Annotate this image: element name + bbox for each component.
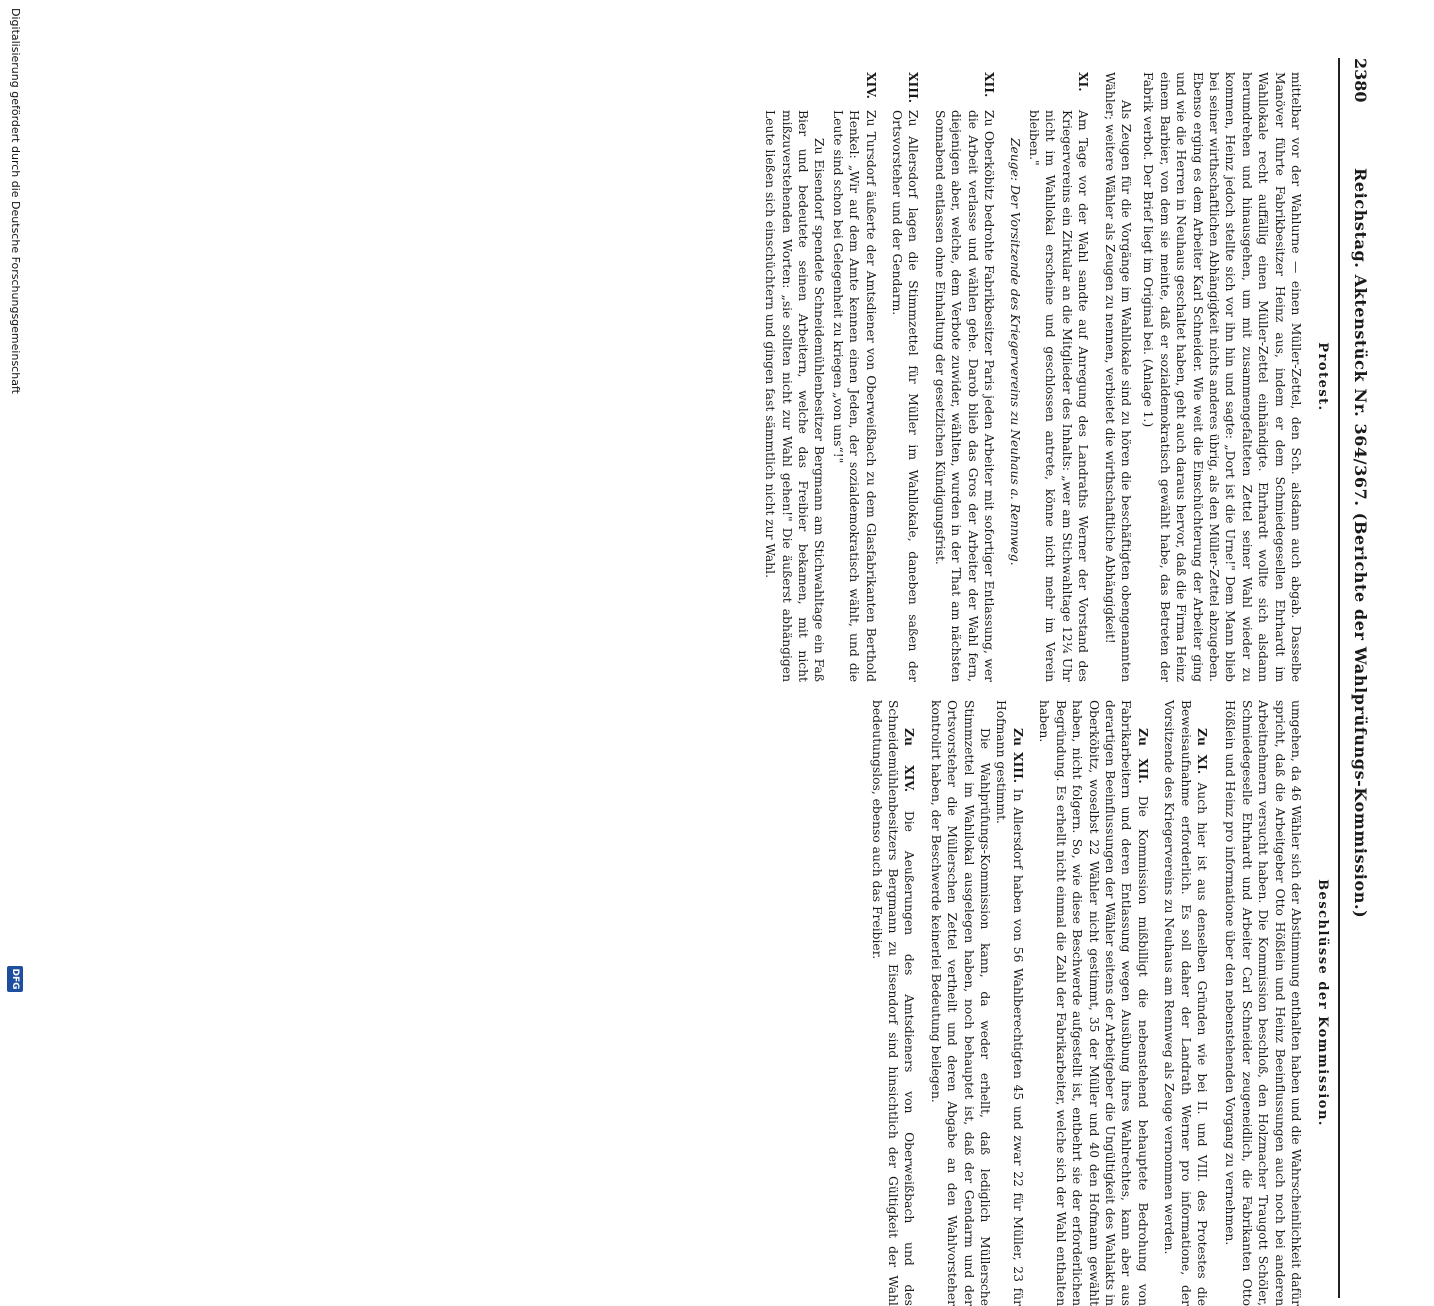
protest-item-xi [1007, 72, 1091, 682]
item-text: Zu Oberköbitz bedrohte Fabrikbesitzer Paris jeden Arbeiter mit sofortiger Entlassung, wer die Arbeit verlasse und wählen gehe. Darob blieb das Gros der Arbeiter der Wahl fern, diejenigen aber, welche, dem Verbote zuwider, wählten, wurden in der That am nächsten Sonnabend entlassen ohne Einhaltung der gesetzlichen Kündigungsfrist. [932, 110, 997, 682]
decision-label: Zu XIV. [902, 728, 918, 793]
protest-column [752, 72, 1304, 682]
page-number: 2380 [1351, 58, 1370, 103]
decision-xiii [927, 700, 1025, 1306]
decision-text: In Allersdorf haben von 56 Wahlberechtigten 45 und zwar 22 für Müller, 23 für Hofmann gestimmt. [994, 700, 1025, 1306]
item-continuation: Zu Eisendorf spendete Schneidemühlenbesitzer Bergmann am Stichwahltage ein Faß Bier und bedeutete seinen Arbeitern, welche das Freibier bekamen, mit nicht mißzuverstehenden Worten: „sie sollten nicht zur Wahl gehen!" Die äußerst abhängigen Leute ließen sich einschüchtern und gingen fast sämmtlich nicht zur Wahl. [763, 110, 827, 682]
decision-text: Die Wahlprüfungs-Kommission kann, da weder erhellt, daß lediglich Müllersche Stimmzettel im Wahllokal ausgelegen haben, noch behauptet ist, daß der Gendarm und der Ortsvorsteher die Müllerschen Zettel vertheilt und deren Abgabe an den Wahlvorsteher kontrolirt haben, der Beschwerde keinerlei Bedeutung beilegen. [928, 700, 993, 1306]
page-header [1344, 58, 1370, 1278]
decision-label: Zu XIII. [1010, 728, 1026, 784]
item-number: XII. [982, 72, 998, 98]
dfg-logo: DFG [7, 966, 23, 992]
protest-item-xii [931, 72, 997, 682]
item-text: Zu Tursdorf äußerte der Amtsdiener von Oberweißbach zu dem Glasfabrikanten Berthold Henkel: „Wir auf dem Amte kennen einen Jeden, der sozialdemokratisch wählt, und die Leute sind schon bei Gelegenheit zu kriegen „von uns“!" [830, 110, 878, 682]
item-witness: Zeuge: Der Vorsitzende des Kriegervereins zu Neuhaus a. Rennweg. [1008, 138, 1023, 566]
decision-text: Auch hier ist aus denselben Gründen wie bei II. und VIII. des Protestes die Beweisaufnahme erforderlich. Es soll daher der Landrath Werner pro informatione, der Vorsitzende des Kriegervereins zu Neuhaus am Rennweg als Zeuge vernommen werden. [1162, 700, 1209, 1306]
decisions-column-title: Beschlüsse der Kommission. [1315, 879, 1330, 1127]
decision-xii [1036, 700, 1151, 1306]
item-number: XIV. [863, 72, 879, 99]
item-number: XIII. [906, 72, 922, 104]
item-text: Am Tage vor der Wahl sandte auf Anregung des Landraths Werner der Vorstand des Kriegervereins ein Zirkular an die Mitglieder des Inhalts: „wer am Stichwahltage 12¼ Uhr nicht im Wahllokal erscheine und geschlossen antrete, könne nicht mehr im Verein bleiben." [1026, 110, 1091, 682]
decisions-intro: umgehen, da 46 Wähler sich der Abstimmung enthalten haben und die Wahrscheinlichkeit dafür spricht, daß die Arbeitgeber Otto Hößlein und Heinz Beeinflussungen auch noch bei anderen Arbeitnehmern versucht haben. Die Kommission beschloß, den Holzmacher Traugott Schöler, Schmiedegeselle Ehrhardt und Arbeiter Carl Schneider zeugeneidlich, die Fabrikanten Otto Hößlein und Heinz pro informatione über den nebenstehenden Vorgang zu vernehmen. [1223, 700, 1303, 1306]
decision-label: Zu XII. [1135, 728, 1151, 784]
item-number: XI. [1076, 72, 1092, 92]
protest-item-xiii [889, 72, 922, 682]
decision-text: Die Aeußerungen des Amtsdieners von Oberweißbach und des Schneidemühlenbesitzers Bergmann zu Eisendorf sind hinsichtlich der Gültigkeit der Wahl bedeutungslos, ebenso auch das Freibier. [869, 700, 917, 1306]
protest-witness-intro: Als Zeugen für die Vorgänge im Wahllokale sind zu hören die beschäftigten obengenannten Wähler; weitere Wähler als Zeugen zu nennen, verbietet die wirthschaftliche Abhängigkeit! [1102, 72, 1133, 682]
item-text: Zu Allersdorf lagen die Stimmzettel für Müller im Wahllokale, daneben saßen der Ortsvorsteher und der Gendarm. [890, 110, 921, 682]
decision-label: Zu XI. [1194, 728, 1210, 775]
digitization-credit [4, 0, 24, 1000]
decision-text: Die Kommission mißbilligt die nebenstehend behauptete Bedrohung von Fabrikarbeitern und deren Entlassung wegen Ausübung ihres Wahlrechtes, kann aber aus derartigen Beeinflussungen der Wähler seitens der Arbeitgeber die Ungültigkeit des Wahlakts in Oberköbitz, woselbst 22 Wähler nicht gestimmt, 35 der Müller und 40 den Hofmann gewählt haben, nicht folgern. So, wie diese Beschwerde aufgestellt ist, entbehrt sie der erforderlichen Begründung. Es erhellt nicht einmal die Zahl der Fabrikarbeiter, welche sich der Wahl enthalten haben. [1037, 700, 1150, 1306]
decision-xi [1161, 700, 1210, 1306]
header-rule [1338, 58, 1340, 1298]
protest-intro: mittelbar vor der Wahlurne — einen Müller-Zettel, den Sch. alsdann auch abgab. Dasselbe Manöver führte Fabrikbesitzer Heinz aus, indem er dem Schmiedegesellen Ehrhardt im Wahllokale recht auffällig einen Müller-Zettel einhändigte. Ehrhardt wollte sich alsdann herumdrehen und hinausgehen, um mit zusammengefalteten Zettel seiner Wahl wieder zu kommen, Heinz jedoch stellte sich vor ihn hin und sagte: „Dort ist die Urne!" Dem Mann blieb bei seiner wirthschaftlichen Abhängigkeit nichts anderes übrig, als den Müller-Zettel abzugeben. Ebenso erging es dem Arbeiter Karl Schneider. Wie weit die Einschüchterung der Arbeiter ging und wie die Herren in Neuhaus geschaltet haben, geht auch daraus hervor, daß die Firma Heinz einem Barbier, von dem sie meinte, daß er sozialdemokratisch gewählt habe, das Betreten der Fabrik verbot. Der Brief liegt im Original bei. (Anlage 1.) [1141, 72, 1303, 682]
running-title: Reichstag. Aktenstück Nr. 364/367. (Berichte der Wahlprüfungs-Kommission.) [1351, 168, 1370, 919]
protest-column-title: Protest. [1315, 342, 1330, 412]
credit-text: Digitalisierung gefördert durch die Deutsche Forschungsgemeinschaft [9, 8, 22, 394]
decision-xiv [868, 700, 917, 1306]
protest-item-xiv [762, 72, 879, 682]
decisions-column [858, 700, 1304, 1306]
